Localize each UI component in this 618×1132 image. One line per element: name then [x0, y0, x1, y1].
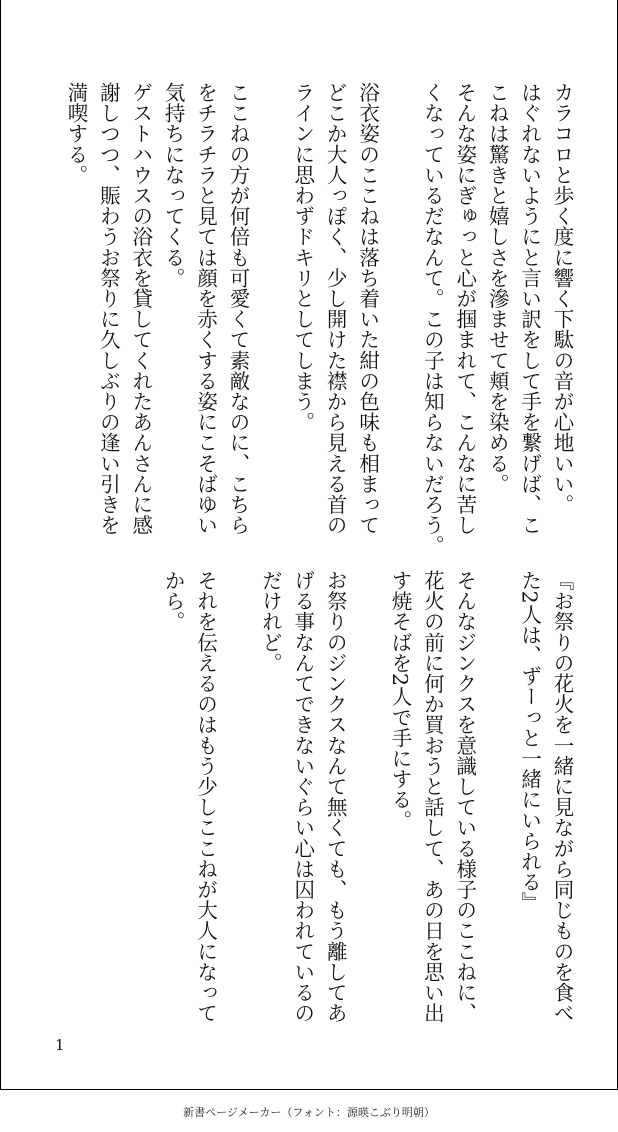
- text-column: 謝しつつ、賑わうお祭りに久しぶりの逢い引きを: [96, 82, 121, 536]
- text-column: から。: [161, 570, 186, 632]
- bottom-text-block: [157, 570, 578, 1030]
- top-text-block: [60, 82, 578, 556]
- text-column: こねは驚きと嬉しさを滲ませて頬を染める。: [485, 82, 510, 494]
- paragraph-gap: [481, 570, 513, 1030]
- paragraph-gap: [222, 570, 254, 1030]
- page-number: 1: [55, 1036, 65, 1054]
- text-column: 満喫する。: [63, 82, 88, 185]
- text-column: た2人は、ずーっと一緒にいられる』: [517, 570, 542, 913]
- text-column: だけれど。: [258, 570, 283, 673]
- text-column: カラコロと歩く度に響く下駄の音が心地いい。: [550, 82, 574, 515]
- text-column: くなっているだなんて。この子は知らないだろう。: [420, 82, 445, 556]
- text-column: ラインに思わずドキリとしてしまう。: [290, 82, 315, 433]
- text-column: ゲストハウスの浴衣を貸してくれたあんさんに感: [128, 82, 153, 536]
- footer-caption: 新書ページメーカー（フォント：源暎こぶり明朝）: [183, 1106, 435, 1119]
- text-column: どこか大人っぽく、少し開けた襟から見える首の: [323, 82, 348, 536]
- text-column: それを伝えるのはもう少しここねが大人になって: [193, 570, 218, 1024]
- text-column: そんなジンクスを意識している様子のここねに、: [452, 570, 477, 1024]
- text-column: はぐれないようにと言い訳をして手を繋げば、こ: [517, 82, 542, 536]
- text-column: 浴衣姿のここねは落ち着いた紺の色味も相まって: [355, 82, 380, 536]
- paragraph-gap: [384, 82, 416, 542]
- paragraph-gap: [254, 82, 286, 542]
- paragraph-gap: [351, 570, 383, 1030]
- text-column: 『お祭りの花火を一緒に見ながら同じものを食べ: [550, 570, 574, 1024]
- text-column: そんな姿にぎゅっと心が掴まれて、こんなに苦し: [452, 82, 477, 536]
- text-column: お祭りのジンクスなんて無くても、もう離してあ: [323, 570, 348, 1024]
- text-column: をチラチラと見ては顔を赤くする姿にこそばゆい: [193, 82, 218, 536]
- text-column: ここねの方が何倍も可愛くて素敵なのに、こちら: [225, 82, 250, 536]
- text-column: 花火の前に何か買おうと話して、あの日を思い出: [420, 570, 445, 1024]
- text-column: げる事なんてできないぐらい心は囚われているの: [290, 570, 315, 1024]
- text-column: 気持ちになってくる。: [161, 82, 186, 288]
- text-column: す焼そばを2人で手にする。: [387, 570, 412, 831]
